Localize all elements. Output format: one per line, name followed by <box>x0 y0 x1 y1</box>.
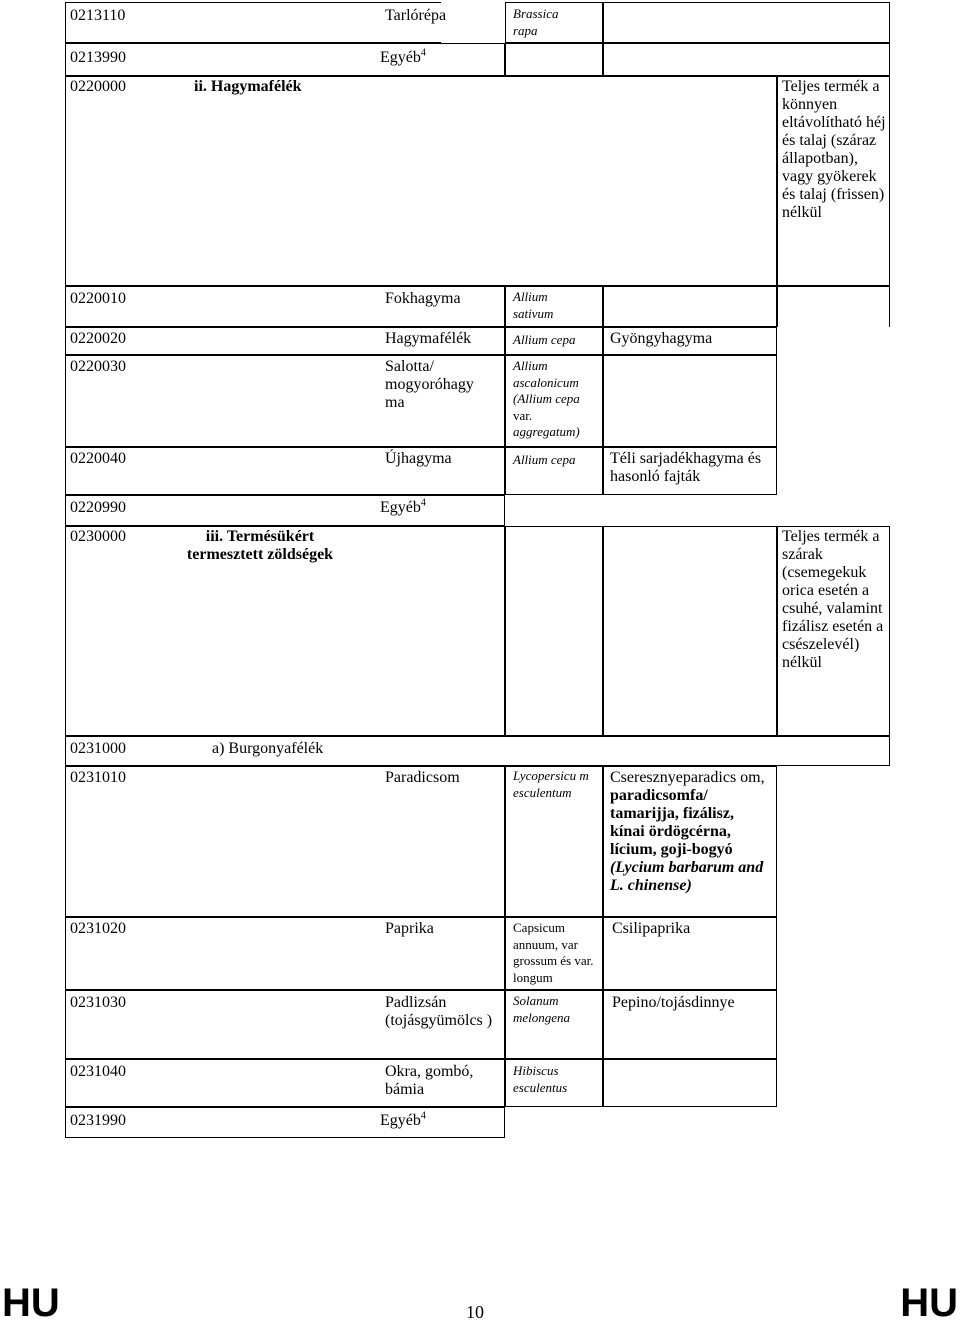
scientific-name: Allium cepa <box>513 452 576 467</box>
table-row <box>65 736 890 766</box>
table-row <box>65 1107 505 1138</box>
crop-name: Hagymafélék <box>385 330 472 347</box>
code-cell: 0220030 <box>70 358 126 375</box>
scientific-name: Lycopersicu m esculentum <box>513 768 589 800</box>
scientific-name: Allium sativum <box>513 289 554 321</box>
other-species: Csilipaprika <box>612 920 691 937</box>
other-species: Cseresznyeparadics om, paradicsomfa/ tamarijja, fizálisz, kínai ördögcérna, lícium, goji-bogyó (Lycium barbarum and L. chinense) <box>610 769 765 894</box>
code-cell: 0220020 <box>70 330 126 347</box>
group-heading: ii. Hagymafélék <box>194 78 302 95</box>
code-cell: 0220010 <box>70 290 126 307</box>
crop-name: Egyéb$^4$ <box>380 1110 426 1129</box>
subgroup-heading: a) Burgonyafélék <box>212 740 324 757</box>
crop-name: Egyéb$^4$ <box>380 47 426 66</box>
code-cell: 0213990 <box>70 49 126 66</box>
other-species: Téli sarjadékhagyma és hasonló fajták <box>610 450 762 485</box>
code-cell: 0230000 <box>70 528 126 545</box>
footer-language-code-right: HU <box>900 1281 958 1325</box>
code-cell: 0220040 <box>70 450 126 467</box>
page-number: 10 <box>466 1302 484 1322</box>
crop-name: Padlizsán (tojásgyümölcs ) <box>385 994 493 1029</box>
code-cell: 0213110 <box>70 7 126 24</box>
code-cell: 0231990 <box>70 1112 126 1129</box>
remark-text: Teljes termék a szárak (csemegekuk orica esetén a csuhé, valamint fizálisz esetén a csészelevél) nélkül <box>782 528 884 671</box>
code-cell: 0231020 <box>70 920 126 937</box>
code-cell: 0231040 <box>70 1063 126 1080</box>
crop-name: Újhagyma <box>385 450 452 467</box>
scientific-name: Allium ascalonicum (Allium cepa var. aggregatum) <box>513 358 580 439</box>
scientific-name: Solanum melongena <box>513 993 571 1025</box>
table-row <box>65 917 505 990</box>
crop-name: Okra, gombó, bámia <box>385 1063 474 1098</box>
crop-name: Paradicsom <box>385 769 460 786</box>
code-cell: 0231030 <box>70 994 126 1011</box>
table-row <box>65 766 505 917</box>
other-species: Pepino/tojásdinnye <box>612 994 735 1011</box>
other-species: Gyöngyhagyma <box>610 330 713 347</box>
code-cell: 0220000 <box>70 78 126 95</box>
scientific-name: Brassica rapa <box>513 6 559 38</box>
code-cell: 0231010 <box>70 769 126 786</box>
crop-name: Egyéb$^4$ <box>380 497 426 516</box>
crop-name: Paprika <box>385 920 434 937</box>
crop-name: Fokhagyma <box>385 290 461 307</box>
scientific-name: Hibiscus esculentus <box>513 1063 568 1095</box>
table-row <box>65 76 777 286</box>
crop-name: Salotta/ mogyoróhagy ma <box>385 358 474 411</box>
table-row <box>65 495 505 526</box>
scientific-name: Capsicum annuum, var grossum és var. longum <box>513 920 594 985</box>
scientific-name: Allium cepa <box>513 332 576 347</box>
group-heading: iii. Termésükért termesztett zöldségek <box>186 528 334 563</box>
table-row <box>65 43 505 76</box>
code-cell: 0231000 <box>70 740 126 757</box>
code-cell: 0220990 <box>70 499 126 516</box>
crop-name: Tarlórépa <box>385 7 447 24</box>
footer-language-code-left: HU <box>2 1281 60 1325</box>
remark-text: Teljes termék a könnyen eltávolítható héj és talaj (száraz állapotban), vagy gyökerek és talaj (frissen) nélkül <box>782 78 886 221</box>
